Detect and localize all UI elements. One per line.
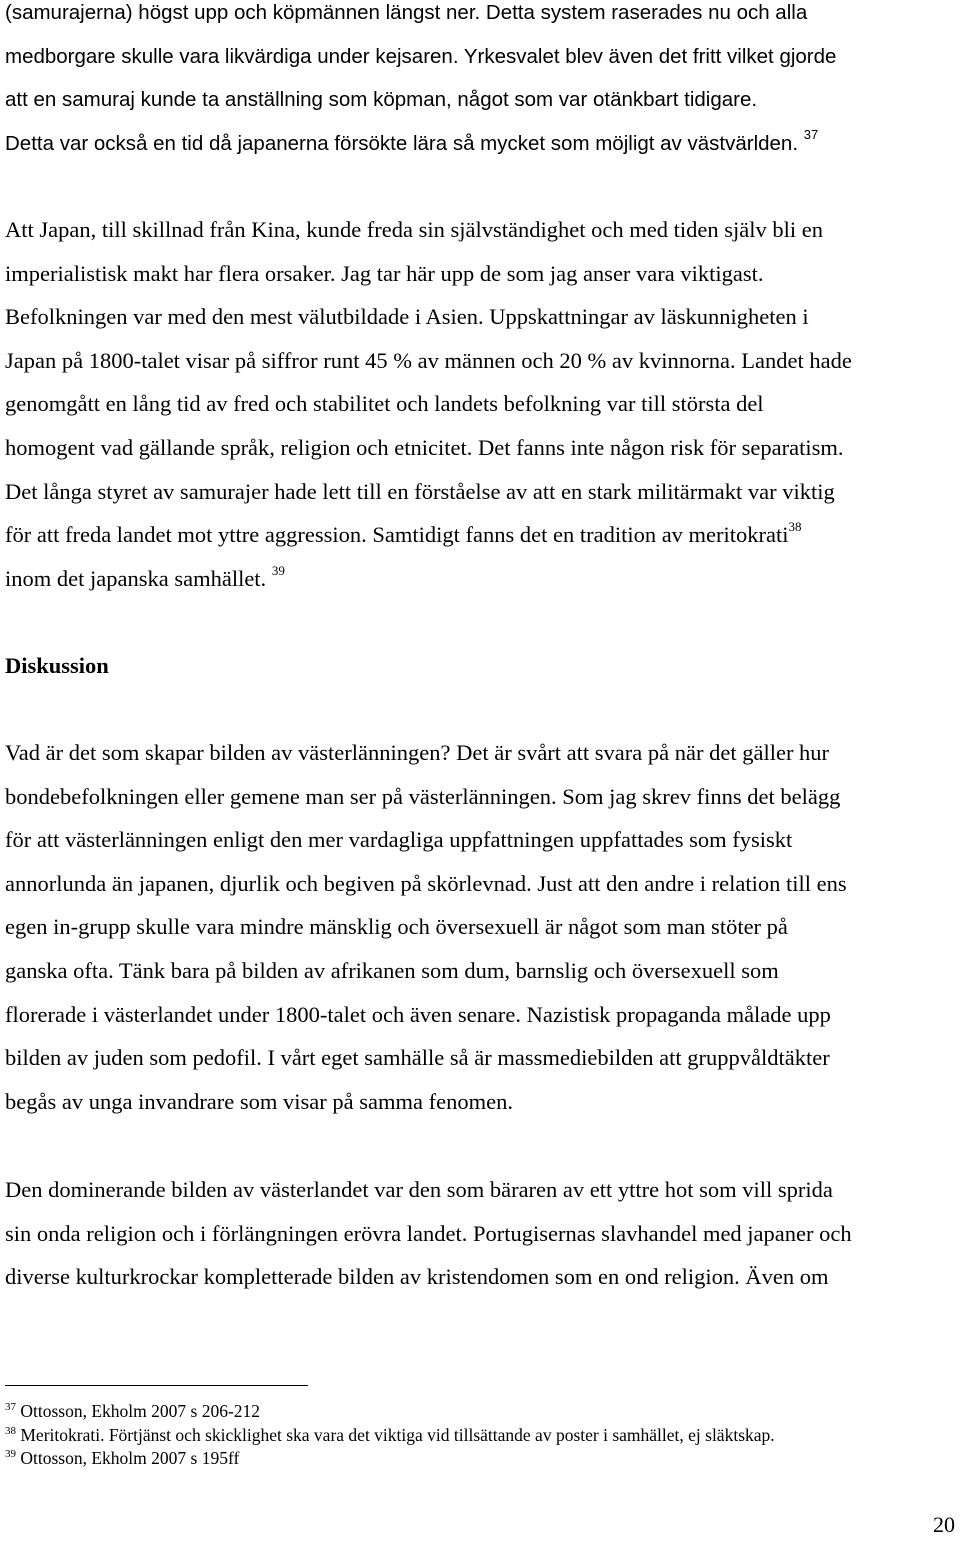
paragraph-2 <box>5 208 955 600</box>
footnote-number: 37 <box>5 1401 16 1413</box>
text-line <box>5 122 955 166</box>
footnote-number: 38 <box>5 1425 16 1437</box>
section-heading: Diskussion <box>5 653 109 678</box>
text-line: begås av unga invandrare som visar på samma fenomen. <box>5 1088 513 1114</box>
text-line: Befolkningen var med den mest välutbildade i Asien. Uppskattningar av läskunnigheten i <box>5 304 809 330</box>
footnote-38 <box>5 1424 775 1446</box>
text-line: egen in-grupp skulle vara mindre mänsklig och översexuell är något som man stöter på <box>5 914 788 940</box>
text-line: ganska ofta. Tänk bara på bilden av afrikanen som dum, barnslig och översexuell som <box>5 957 779 983</box>
paragraph-1 <box>5 0 955 165</box>
text-line: bondebefolkningen eller gemene man ser på västerlänningen. Som jag skrev finns det belägg <box>5 783 841 809</box>
text-line-content: för att freda landet mot yttre aggression. Samtidigt fanns det en tradition av meritokrati <box>5 522 789 548</box>
paragraph-4 <box>5 1168 955 1299</box>
text-line: Det långa styret av samurajer hade lett till en förståelse av att en stark militärmakt var viktig <box>5 478 835 504</box>
text-line-content: inom det japanska samhället. <box>5 565 267 591</box>
text-line: bilden av juden som pedofil. I vårt eget samhälle så är massmediebilden att gruppvåldtäkter <box>5 1045 830 1071</box>
footnote-37 <box>5 1400 260 1422</box>
text-line: imperialistisk makt har flera orsaker. Jag tar här upp de som jag anser vara viktigast. <box>5 260 764 286</box>
text-line-content: Detta var också en tid då japanerna försökte lära så mycket som möjligt av västvärlden. <box>5 131 799 155</box>
text-line: diverse kulturkrockar kompletterade bilden av kristendomen som en ond religion. Även om <box>5 1264 829 1290</box>
text-line <box>5 557 955 601</box>
text-line: homogent vad gällande språk, religion och etnicitet. Det fanns inte någon risk för separatism. <box>5 434 844 460</box>
text-line: Vad är det som skapar bilden av västerlänningen? Det är svårt att svara på när det gäller hur <box>5 740 830 765</box>
footnote-separator <box>5 1385 308 1386</box>
text-line: att en samuraj kunde ta anställning som köpman, något som var otänkbart tidigare. <box>5 88 758 112</box>
text-line: Japan på 1800-talet visar på siffror runt 45 % av männen och 20 % av kvinnorna. Landet hade <box>5 347 852 373</box>
text-line <box>5 513 955 557</box>
text-line: Att Japan, till skillnad från Kina, kunde freda sin självständighet och med tiden själv bli en <box>5 217 823 242</box>
footnote-text: Ottosson, Ekholm 2007 s 195ff <box>20 1448 240 1468</box>
footnote-text: Ottosson, Ekholm 2007 s 206-212 <box>20 1401 261 1421</box>
footnote-ref-39[interactable]: 39 <box>271 562 285 578</box>
text-line: för att västerlänningen enligt den mer vardagliga uppfattningen uppfattades som fysiskt <box>5 827 793 853</box>
footnote-39 <box>5 1447 239 1469</box>
text-line: genomgått en lång tid av fred och stabilitet och landets befolkning var till största del <box>5 391 764 417</box>
text-line: (samurajerna) högst upp och köpmännen längst ner. Detta system raserades nu och alla <box>5 1 808 24</box>
page-number: 20 <box>933 1512 955 1537</box>
footnote-number: 39 <box>5 1448 16 1460</box>
text-line: annorlunda än japanen, djurlik och begiven på skörlevnad. Just att den andre i relation till ens <box>5 870 847 896</box>
text-line: medborgare skulle vara likvärdiga under kejsaren. Yrkesvalet blev även det fritt vilket gjorde <box>5 44 837 68</box>
footnote-ref-38[interactable]: 38 <box>788 519 802 535</box>
footnote-ref-37[interactable]: 37 <box>803 126 819 142</box>
paragraph-3 <box>5 731 955 1123</box>
text-line: sin onda religion och i förlängningen erövra landet. Portugisernas slavhandel med japaner och <box>5 1220 852 1246</box>
text-line: florerade i västerlandet under 1800-talet och även senare. Nazistisk propaganda målade upp <box>5 1001 831 1027</box>
footnote-text: Meritokrati. Förtjänst och skicklighet ska vara det viktiga vid tillsättande av poster i samhället, ej släktskap. <box>20 1425 775 1445</box>
text-line: Den dominerande bilden av västerlandet var den som bäraren av ett yttre hot som vill sprida <box>5 1177 833 1202</box>
